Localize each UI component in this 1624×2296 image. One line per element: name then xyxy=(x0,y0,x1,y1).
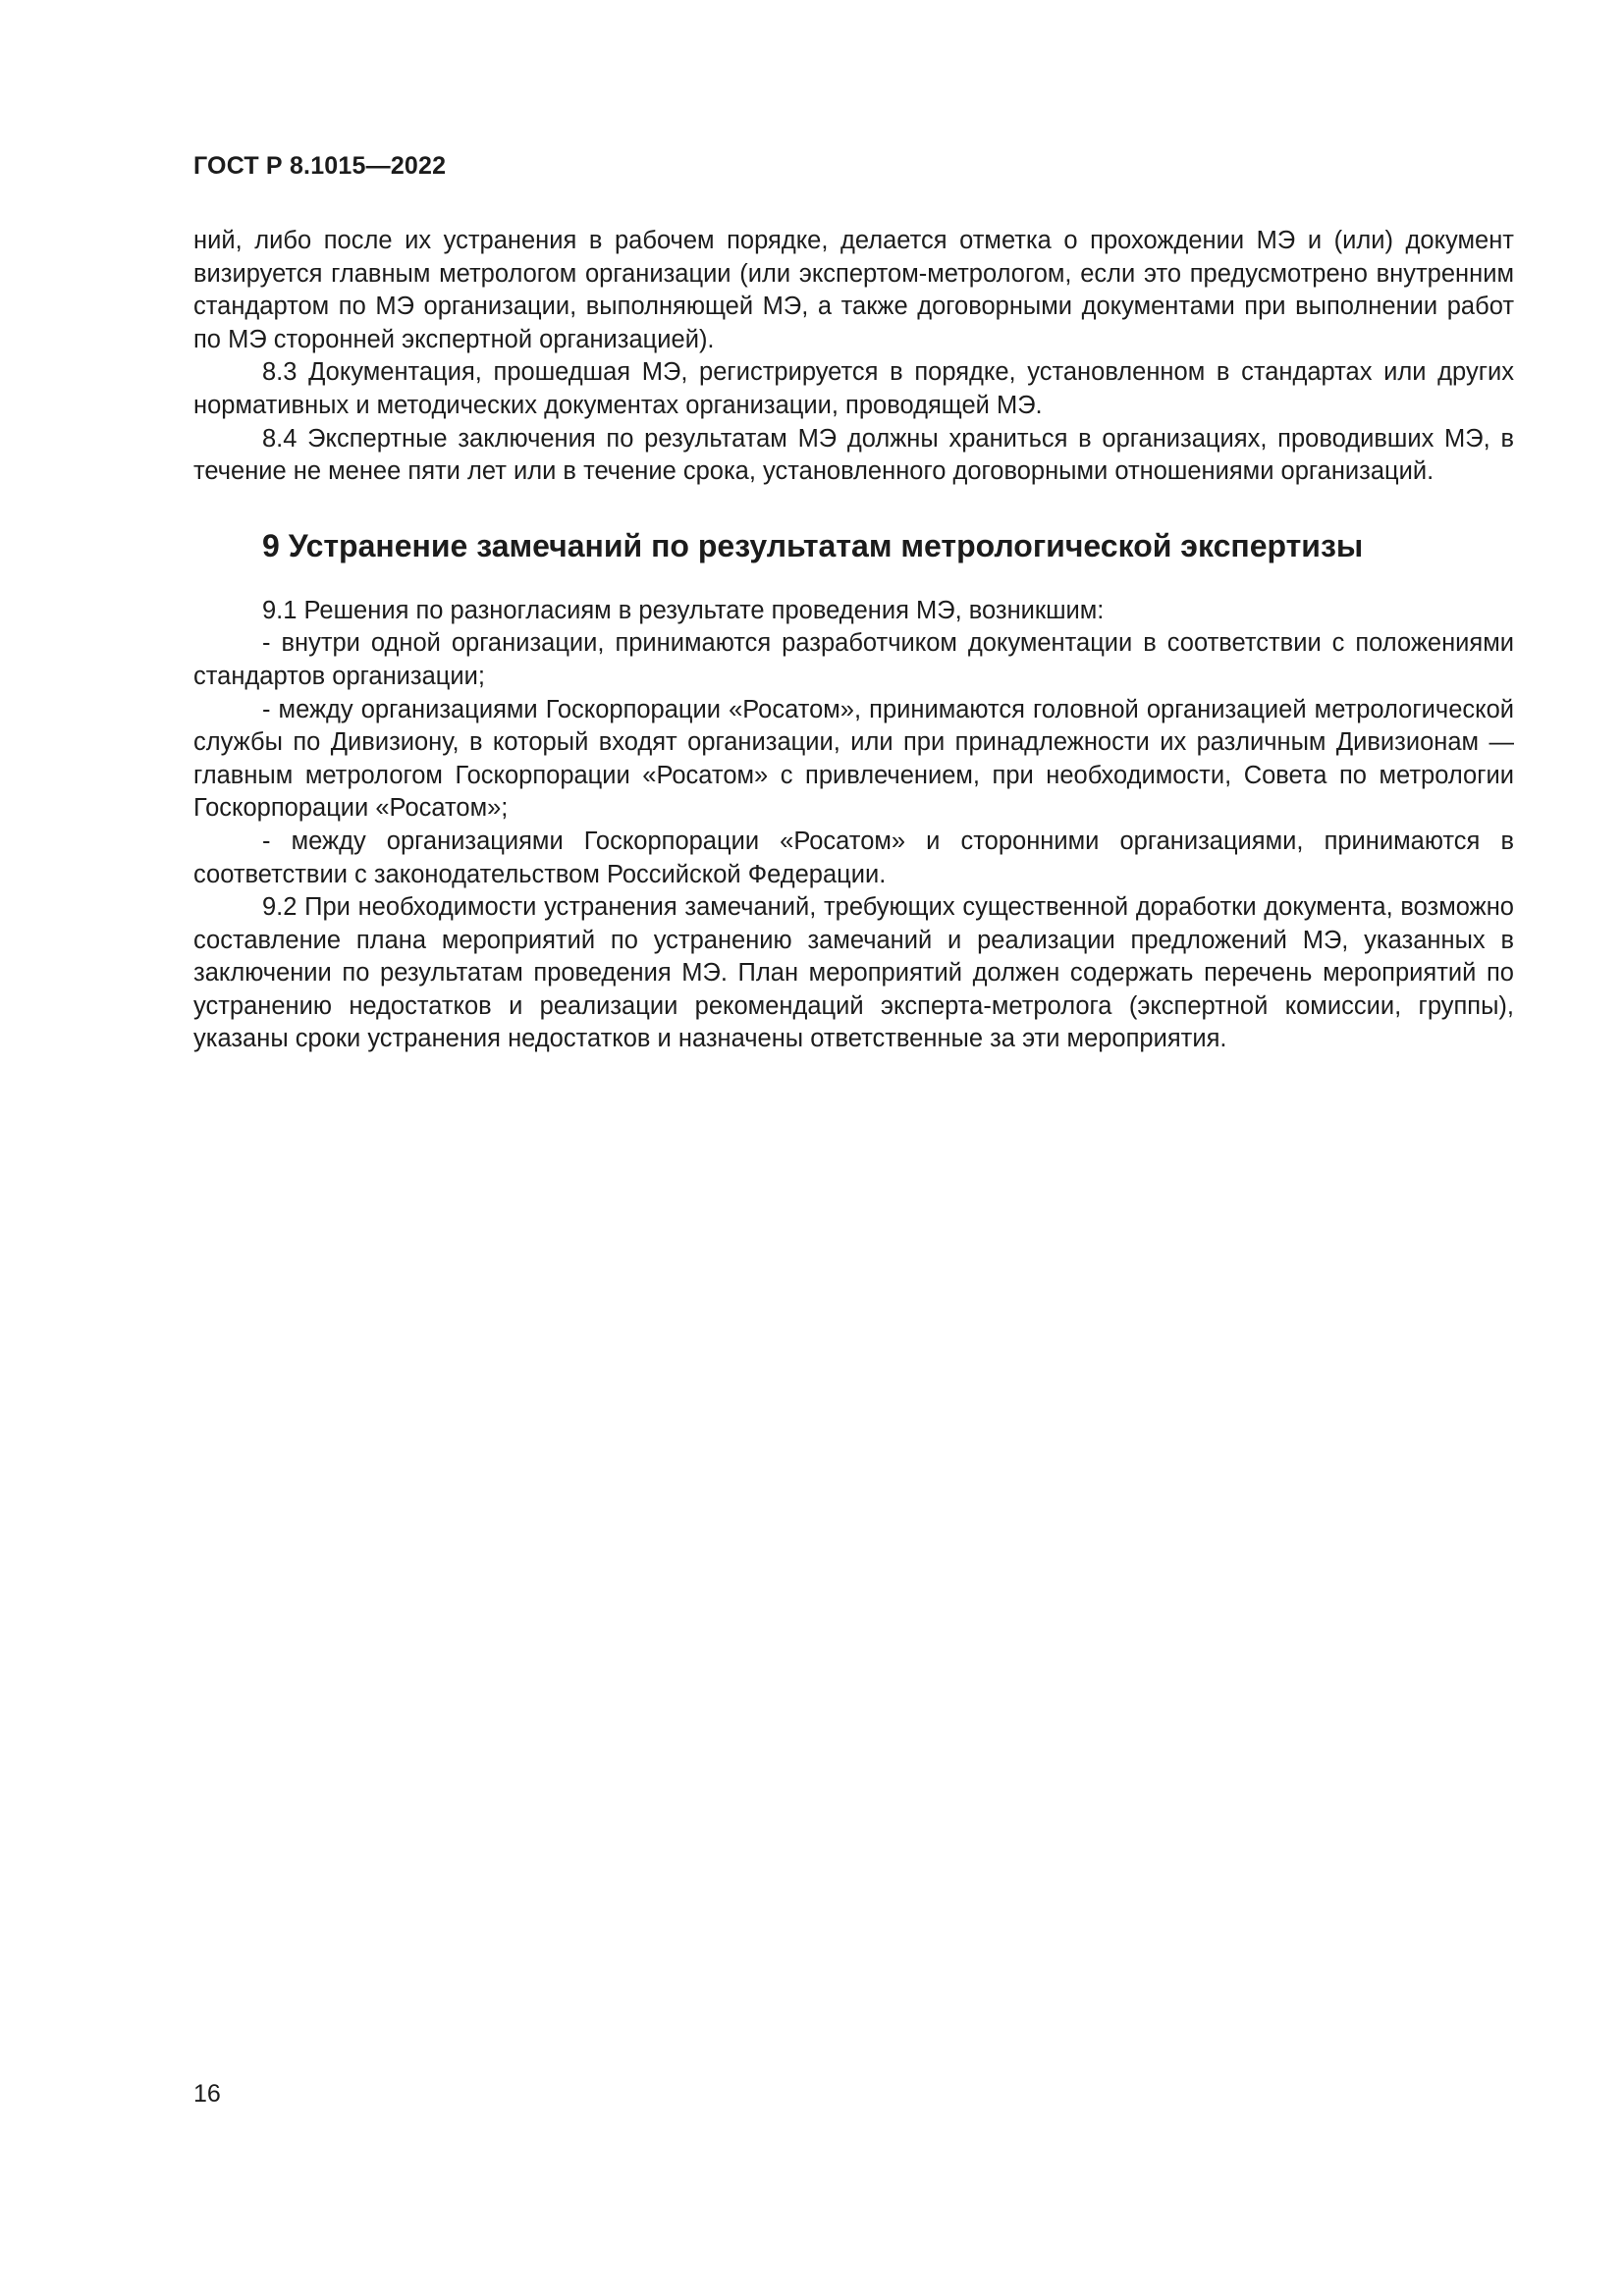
section-9-title: 9 Устранение замечаний по результатам метрологической экспертизы xyxy=(262,527,1364,563)
page-number: 16 xyxy=(193,2080,221,2108)
paragraph-8-3: 8.3 Документация, прошедшая МЭ, регистрируется в порядке, установленном в стандартах или других нормативных и методических документах организации, проводящей МЭ. xyxy=(193,358,1514,419)
document-header: ГОСТ Р 8.1015—2022 xyxy=(193,152,447,180)
list-item-with-third-parties: - между организациями Госкорпорации «Росатом» и сторонними организациями, принимаются в соответствии с законодательством Российской Федерации. xyxy=(193,827,1514,888)
paragraph-9-1: 9.1 Решения по разногласиям в результате проведения МЭ, возникшим: xyxy=(262,596,1105,624)
paragraph-8-4: 8.4 Экспертные заключения по результатам МЭ должны храниться в организациях, проводивших МЭ, в течение не менее пяти лет или в течение срока, установленного договорными отношениями организаций. xyxy=(193,424,1514,486)
document-body xyxy=(193,225,1514,1056)
list-item-between-rosatom-organizations: - между организациями Госкорпорации «Росатом», принимаются головной организацией метрологической службы по Дивизиону, в который входят организации, или при принадлежности их различным Дивизионам — главным метрологом Госкорпорации «Росатом» с привлечением, при необходимости, Совета по метрологии Госкорпорации «Росатом»; xyxy=(193,695,1514,823)
paragraph-9-2: 9.2 При необходимости устранения замечаний, требующих существенной доработки документа, возможно составление плана мероприятий по устранению замечаний и реализации предложений МЭ, указанных в заключении по результатам проведения МЭ. План мероприятий должен содержать перечень мероприятий по устранению недостатков и реализации рекомендаций эксперта-метролога (экспертной комиссии, группы), указаны сроки устранения недостатков и назначены ответственные за эти мероприятия. xyxy=(193,893,1514,1053)
list-item-within-organization: - внутри одной организации, принимаются разработчиком документации в соответствии с положениями стандартов организации; xyxy=(193,629,1514,690)
paragraph-continuation: ний, либо после их устранения в рабочем порядке, делается отметка о прохождении МЭ и (или) документ визируется главным метрологом организации (или экспертом-метрологом, если это предусмотрено внутренним стандартом по МЭ организации, выполняющей МЭ, а также договорными документами при выполнении работ по МЭ сторонней экспертной организацией). xyxy=(193,227,1514,353)
